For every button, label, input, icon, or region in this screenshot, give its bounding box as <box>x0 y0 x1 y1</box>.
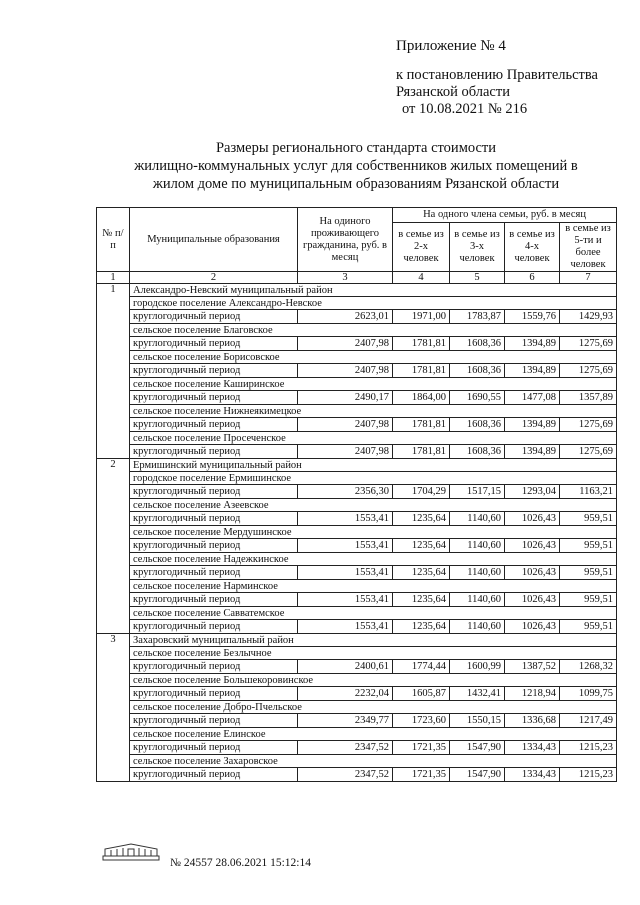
settlement-name-row <box>97 728 617 741</box>
period-label: круглогодичный период <box>130 714 298 728</box>
column-number: 6 <box>505 272 560 284</box>
period-label: круглогодичный период <box>130 593 298 607</box>
value-cell: 1026,43 <box>505 566 560 580</box>
period-label: круглогодичный период <box>130 485 298 499</box>
settlement-name: сельское поселение Мердушинское <box>130 526 617 539</box>
settlement-name: сельское поселение Добро-Пчельское <box>130 701 617 714</box>
district-name: Александро-Невский муниципальный район <box>130 284 617 297</box>
value-cell: 1140,60 <box>450 512 505 526</box>
value-cell: 1432,41 <box>450 687 505 701</box>
settlement-name: сельское поселение Нижнеякимецкое <box>130 405 617 418</box>
value-cell: 1781,81 <box>393 418 450 432</box>
value-cell: 1864,00 <box>393 391 450 405</box>
settlement-name: сельское поселение Каширинское <box>130 378 617 391</box>
header-family: На одного члена семьи, руб. в месяц <box>393 208 617 223</box>
value-cell: 1275,69 <box>560 418 617 432</box>
value-cell: 1429,93 <box>560 310 617 324</box>
period-label: круглогодичный период <box>130 539 298 553</box>
value-cell: 1235,64 <box>393 620 450 634</box>
period-label: круглогодичный период <box>130 768 298 782</box>
value-cell: 1723,60 <box>393 714 450 728</box>
appendix-region: Рязанской области <box>396 84 510 100</box>
header-family-2: в семье из 2-х человек <box>393 223 450 272</box>
value-cell: 1217,49 <box>560 714 617 728</box>
header-family-3: в семье из 3-х человек <box>450 223 505 272</box>
table-row <box>97 714 617 728</box>
district-number: 3 <box>97 634 130 782</box>
value-cell: 1235,64 <box>393 512 450 526</box>
period-label: круглогодичный период <box>130 620 298 634</box>
settlement-name: сельское поселение Безлычное <box>130 647 617 660</box>
value-cell: 1721,35 <box>393 741 450 755</box>
value-cell: 1553,41 <box>298 512 393 526</box>
table-row <box>97 539 617 553</box>
table-row <box>97 768 617 782</box>
value-cell: 1140,60 <box>450 566 505 580</box>
value-cell: 1517,15 <box>450 485 505 499</box>
table-row <box>97 566 617 580</box>
period-label: круглогодичный период <box>130 445 298 459</box>
period-label: круглогодичный период <box>130 310 298 324</box>
value-cell: 1553,41 <box>298 566 393 580</box>
district-number: 2 <box>97 459 130 634</box>
table-row <box>97 364 617 378</box>
settlement-name: сельское поселение Благовское <box>130 324 617 337</box>
district-row <box>97 634 617 647</box>
value-cell: 1550,15 <box>450 714 505 728</box>
value-cell: 1774,44 <box>393 660 450 674</box>
value-cell: 2347,52 <box>298 768 393 782</box>
appendix-decree: к постановлению Правительства <box>396 67 598 83</box>
settlement-name-row <box>97 378 617 391</box>
value-cell: 1547,90 <box>450 741 505 755</box>
value-cell: 1690,55 <box>450 391 505 405</box>
value-cell: 1268,32 <box>560 660 617 674</box>
settlement-name: сельское поселение Просеченское <box>130 432 617 445</box>
value-cell: 2232,04 <box>298 687 393 701</box>
title-line-1: Размеры регионального стандарта стоимости <box>215 140 497 156</box>
value-cell: 1026,43 <box>505 512 560 526</box>
table-row <box>97 512 617 526</box>
column-number: 4 <box>393 272 450 284</box>
appendix-title: Приложение № 4 <box>396 38 506 54</box>
building-stamp-icon <box>102 843 160 861</box>
value-cell: 1140,60 <box>450 620 505 634</box>
table-row <box>97 741 617 755</box>
value-cell: 1387,52 <box>505 660 560 674</box>
header-num: № п/п <box>97 208 130 272</box>
value-cell: 1026,43 <box>505 593 560 607</box>
value-cell: 1394,89 <box>505 418 560 432</box>
settlement-name: сельское поселение Азеевское <box>130 499 617 512</box>
district-row <box>97 459 617 472</box>
value-cell: 1477,08 <box>505 391 560 405</box>
value-cell: 1275,69 <box>560 337 617 351</box>
value-cell: 1140,60 <box>450 539 505 553</box>
value-cell: 1334,43 <box>505 768 560 782</box>
value-cell: 1163,21 <box>560 485 617 499</box>
value-cell: 1218,94 <box>505 687 560 701</box>
value-cell: 1275,69 <box>560 364 617 378</box>
value-cell: 959,51 <box>560 620 617 634</box>
column-number: 5 <box>450 272 505 284</box>
value-cell: 2407,98 <box>298 445 393 459</box>
settlement-name: сельское поселение Борисовское <box>130 351 617 364</box>
settlement-name-row <box>97 526 617 539</box>
value-cell: 2400,61 <box>298 660 393 674</box>
settlement-name-row <box>97 432 617 445</box>
table-row <box>97 620 617 634</box>
value-cell: 1140,60 <box>450 593 505 607</box>
value-cell: 2347,52 <box>298 741 393 755</box>
header-municipality: Муниципальные образования <box>130 208 298 272</box>
document-registration-number: № 24557 28.06.2021 15:12:14 <box>170 857 311 869</box>
value-cell: 1781,81 <box>393 337 450 351</box>
value-cell: 1553,41 <box>298 593 393 607</box>
value-cell: 1293,04 <box>505 485 560 499</box>
settlement-name-row <box>97 324 617 337</box>
settlement-name: сельское поселение Елинское <box>130 728 617 741</box>
period-label: круглогодичный период <box>130 391 298 405</box>
value-cell: 1721,35 <box>393 768 450 782</box>
value-cell: 959,51 <box>560 512 617 526</box>
table-row <box>97 593 617 607</box>
title-line-2: жилищно-коммунальных услуг для собственников жилых помещений в <box>134 158 578 174</box>
value-cell: 1235,64 <box>393 593 450 607</box>
settlement-name: сельское поселение Савватемское <box>130 607 617 620</box>
appendix-block <box>396 38 636 118</box>
table-body <box>97 284 617 782</box>
period-label: круглогодичный период <box>130 566 298 580</box>
value-cell: 1553,41 <box>298 539 393 553</box>
value-cell: 1600,99 <box>450 660 505 674</box>
value-cell: 2407,98 <box>298 364 393 378</box>
period-label: круглогодичный период <box>130 741 298 755</box>
value-cell: 1781,81 <box>393 445 450 459</box>
settlement-name: сельское поселение Захаровское <box>130 755 617 768</box>
settlement-name-row <box>97 553 617 566</box>
header-family-5: в семье из 5-ти и более человек <box>560 223 617 272</box>
settlement-name-row <box>97 701 617 714</box>
value-cell: 1026,43 <box>505 620 560 634</box>
column-number: 7 <box>560 272 617 284</box>
value-cell: 1215,23 <box>560 768 617 782</box>
period-label: круглогодичный период <box>130 660 298 674</box>
settlement-name-row <box>97 472 617 485</box>
value-cell: 1394,89 <box>505 337 560 351</box>
value-cell: 1608,36 <box>450 418 505 432</box>
settlement-name-row <box>97 755 617 768</box>
value-cell: 1704,29 <box>393 485 450 499</box>
settlement-name-row <box>97 647 617 660</box>
value-cell: 1215,23 <box>560 741 617 755</box>
appendix-date: от 10.08.2021 № 216 <box>402 101 528 117</box>
value-cell: 1783,87 <box>450 310 505 324</box>
settlement-name-row <box>97 405 617 418</box>
column-number: 2 <box>130 272 298 284</box>
table-row <box>97 418 617 432</box>
value-cell: 2407,98 <box>298 337 393 351</box>
value-cell: 2356,30 <box>298 485 393 499</box>
district-name: Ермишинский муниципальный район <box>130 459 617 472</box>
value-cell: 1608,36 <box>450 364 505 378</box>
period-label: круглогодичный период <box>130 337 298 351</box>
table-row <box>97 337 617 351</box>
settlement-name: городское поселение Александро-Невское <box>130 297 617 310</box>
table-row <box>97 660 617 674</box>
settlement-name-row <box>97 351 617 364</box>
table-row <box>97 310 617 324</box>
value-cell: 1608,36 <box>450 337 505 351</box>
document-title <box>96 139 616 193</box>
value-cell: 1026,43 <box>505 539 560 553</box>
district-name: Захаровский муниципальный район <box>130 634 617 647</box>
value-cell: 2490,17 <box>298 391 393 405</box>
table-row <box>97 687 617 701</box>
settlement-name: сельское поселение Нарминское <box>130 580 617 593</box>
value-cell: 1336,68 <box>505 714 560 728</box>
district-number: 1 <box>97 284 130 459</box>
settlement-name: сельское поселение Надежкинское <box>130 553 617 566</box>
title-line-3: жилом доме по муниципальным образованиям Рязанской области <box>152 176 560 192</box>
value-cell: 1394,89 <box>505 364 560 378</box>
settlement-name-row <box>97 499 617 512</box>
period-label: круглогодичный период <box>130 418 298 432</box>
value-cell: 1394,89 <box>505 445 560 459</box>
settlement-name-row <box>97 580 617 593</box>
value-cell: 2407,98 <box>298 418 393 432</box>
settlement-name-row <box>97 297 617 310</box>
value-cell: 1559,76 <box>505 310 560 324</box>
value-cell: 1608,36 <box>450 445 505 459</box>
table-row <box>97 445 617 459</box>
column-number: 3 <box>298 272 393 284</box>
value-cell: 1334,43 <box>505 741 560 755</box>
value-cell: 2349,77 <box>298 714 393 728</box>
header-family-4: в семье из 4-х человек <box>505 223 560 272</box>
value-cell: 959,51 <box>560 593 617 607</box>
value-cell: 1235,64 <box>393 539 450 553</box>
value-cell: 1099,75 <box>560 687 617 701</box>
value-cell: 2623,01 <box>298 310 393 324</box>
column-numbers-row <box>97 272 617 284</box>
settlement-name-row <box>97 674 617 687</box>
value-cell: 1275,69 <box>560 445 617 459</box>
value-cell: 1547,90 <box>450 768 505 782</box>
column-number: 1 <box>97 272 130 284</box>
value-cell: 1781,81 <box>393 364 450 378</box>
table-row <box>97 485 617 499</box>
period-label: круглогодичный период <box>130 512 298 526</box>
value-cell: 1235,64 <box>393 566 450 580</box>
standards-table <box>96 207 617 782</box>
settlement-name: городское поселение Ермишинское <box>130 472 617 485</box>
period-label: круглогодичный период <box>130 687 298 701</box>
value-cell: 959,51 <box>560 539 617 553</box>
value-cell: 959,51 <box>560 566 617 580</box>
table-row <box>97 391 617 405</box>
settlement-name: сельское поселение Большекоровинское <box>130 674 617 687</box>
value-cell: 1553,41 <box>298 620 393 634</box>
period-label: круглогодичный период <box>130 364 298 378</box>
header-single: На одиного проживающего гражданина, руб. в месяц <box>298 208 393 272</box>
settlement-name-row <box>97 607 617 620</box>
value-cell: 1971,00 <box>393 310 450 324</box>
value-cell: 1605,87 <box>393 687 450 701</box>
district-row <box>97 284 617 297</box>
value-cell: 1357,89 <box>560 391 617 405</box>
